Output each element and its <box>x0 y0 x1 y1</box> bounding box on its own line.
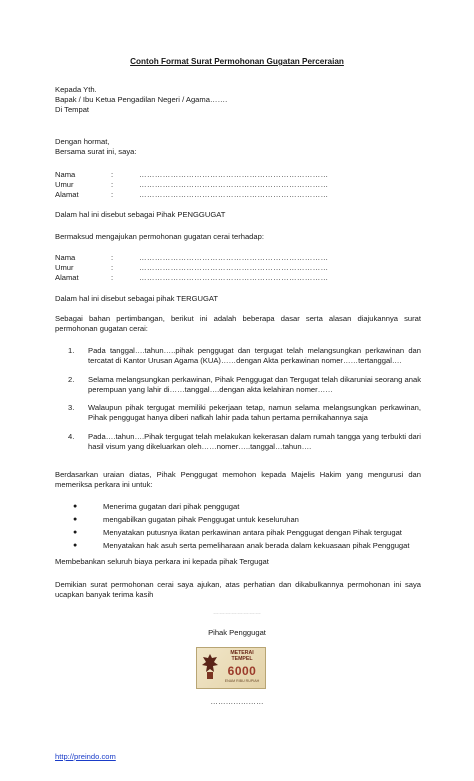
plaintiff-address-row <box>55 190 430 200</box>
plaintiff-note: Dalam hal ini disebut sebagai Pihak PENGGUGAT <box>55 210 226 219</box>
field-colon: : <box>111 262 114 272</box>
addressee-line-1: Kepada Yth. <box>55 85 97 94</box>
list-item <box>55 528 421 538</box>
request-text: mengabilkan gugatan pihak Penggugat untuk keseluruhan <box>103 514 299 524</box>
list-item <box>55 541 421 551</box>
stamp-label-line-1: METERAI <box>230 650 254 656</box>
field-blank: ……………………………………………………………… <box>139 253 329 262</box>
costs-text: Membebankan seluruh biaya perkara ini kepada pihak Tergugat <box>55 557 269 566</box>
field-label: Alamat <box>55 272 79 282</box>
reason-text: Selama melangsungkan perkawinan, Pihak Penggugat dan Tergugat telah dikaruniai seorang anak perempuan yang lahir di……tanggal….dengan akta kelahiran nomer…… <box>88 374 421 394</box>
field-label: Umur <box>55 262 74 272</box>
field-label: Nama <box>55 170 76 179</box>
reason-text: Pada tanggal….tahun…..pihak penggugat dan tergugat telah melangsungkan perkawinan dan tercatat di Kantor Urusan Agama (KUA)……dengan Akta perkawinan nomer……tertanggal…. <box>88 346 421 365</box>
list-number: 2. <box>68 374 75 384</box>
bullet-icon: ● <box>73 515 78 523</box>
reason-text: Pada….tahun….Pihak tergugat telah melakukan kekerasan dalam rumah tangga yang terbukti dari hasil visum yang dikeluarkan oleh……nomer…..tanggal…tahun…. <box>88 432 421 452</box>
defendant-name-row <box>55 253 430 263</box>
list-number: 3. <box>68 403 75 413</box>
meterai-stamp <box>196 647 266 689</box>
consideration-paragraph: Sebagai bahan pertimbangan, berikut ini adalah beberapa dasar serta alasan diajukannya surat permohonan gugatan cerai: <box>55 314 421 333</box>
request-text: Menyatakan hak asuh serta pemeliharaan anak berada dalam kekuasaan pihak Penggugat <box>103 540 410 550</box>
list-item <box>55 346 421 366</box>
field-blank: ……………………………………………………………… <box>139 189 329 199</box>
greeting-line-1: Dengan hormat, <box>55 137 110 146</box>
field-label: Umur <box>55 179 74 189</box>
request-text: Menyatakan putusnya ikatan perkawinan antara pihak Penggugat dengan Pihak tergugat <box>103 527 402 537</box>
addressee-line-2: Bapak / Ibu Ketua Pengadilan Negeri / Agama……. <box>55 94 228 104</box>
field-colon: : <box>111 170 114 179</box>
request-intro-paragraph: Berdasarkan uraian diatas, Pihak Penggugat memohon kepada Majelis Hakim yang mengurusi dan memeriksa perkara ini untuk: <box>55 470 421 489</box>
reasons-list <box>55 346 421 461</box>
field-blank: ……………………………………………………………… <box>139 272 329 282</box>
bullet-icon: ● <box>73 503 78 510</box>
addressee-line-3: Di Tempat <box>55 104 90 114</box>
list-number: 4. <box>68 432 75 442</box>
greeting-line-2: Bersama surat ini, saya: <box>55 146 137 156</box>
intent-text: Bermaksud mengajukan permohonan gugatan cerai terhadap: <box>55 232 264 241</box>
stamp-small-text: ENAM RIBU RUPIAH <box>224 679 260 683</box>
defendant-age-row <box>55 263 430 273</box>
addressee-block <box>55 85 430 115</box>
list-item <box>55 375 421 395</box>
field-blank: ……………………………………………………………… <box>139 262 329 272</box>
list-number: 1. <box>68 346 75 355</box>
reason-text: Walaupun pihak tergugat memiliki pekerjaan tetap, namun selama melangsungkan perkawinan, Pihak penggugat hanya diberi nafkah lahir pada tahun pertama pernikahannya saja <box>88 403 421 423</box>
garuda-emblem-icon <box>201 652 219 682</box>
list-item <box>55 432 421 452</box>
field-blank: ……………………………………………………………… <box>139 170 329 179</box>
plaintiff-fields <box>55 170 430 200</box>
field-blank: ……………………………………………………………… <box>139 179 329 189</box>
list-item <box>55 502 421 512</box>
stamp-value: 6000 <box>227 664 257 678</box>
field-label: Alamat <box>55 189 79 199</box>
signature-role: Pihak Penggugat <box>208 628 266 637</box>
field-label: Nama <box>55 253 76 262</box>
field-colon: : <box>111 253 114 262</box>
bullet-icon: ● <box>73 528 78 536</box>
signature-place-date: …………………… <box>213 610 261 616</box>
closing-paragraph: Demikian surat permohonan cerai saya ajukan, atas perhatian dan dikabulkannya permohonan ini saya ucapkan banyak terima kasih <box>55 580 421 599</box>
request-text: Menerima gugatan dari pihak penggugat <box>103 502 240 511</box>
bullet-icon: ● <box>73 541 78 549</box>
field-colon: : <box>111 179 114 189</box>
defendant-fields <box>55 253 430 283</box>
defendant-address-row <box>55 273 430 283</box>
field-colon: : <box>111 272 114 282</box>
defendant-note: Dalam hal ini disebut sebagai pihak TERGUGAT <box>55 294 219 303</box>
plaintiff-name-row <box>55 170 430 180</box>
document-title: Contoh Format Surat Permohonan Gugatan Perceraian <box>130 57 344 66</box>
stamp-label <box>223 651 261 662</box>
field-colon: : <box>111 189 114 199</box>
footer-link[interactable]: http://preindo.com <box>55 752 116 761</box>
signature-name-line: ………………… <box>210 697 264 706</box>
plaintiff-age-row <box>55 180 430 190</box>
greeting-block <box>55 137 430 157</box>
list-item <box>55 403 421 423</box>
stamp-label-line-2: TEMPEL <box>231 655 253 662</box>
list-item <box>55 515 421 525</box>
requests-list <box>55 502 421 553</box>
